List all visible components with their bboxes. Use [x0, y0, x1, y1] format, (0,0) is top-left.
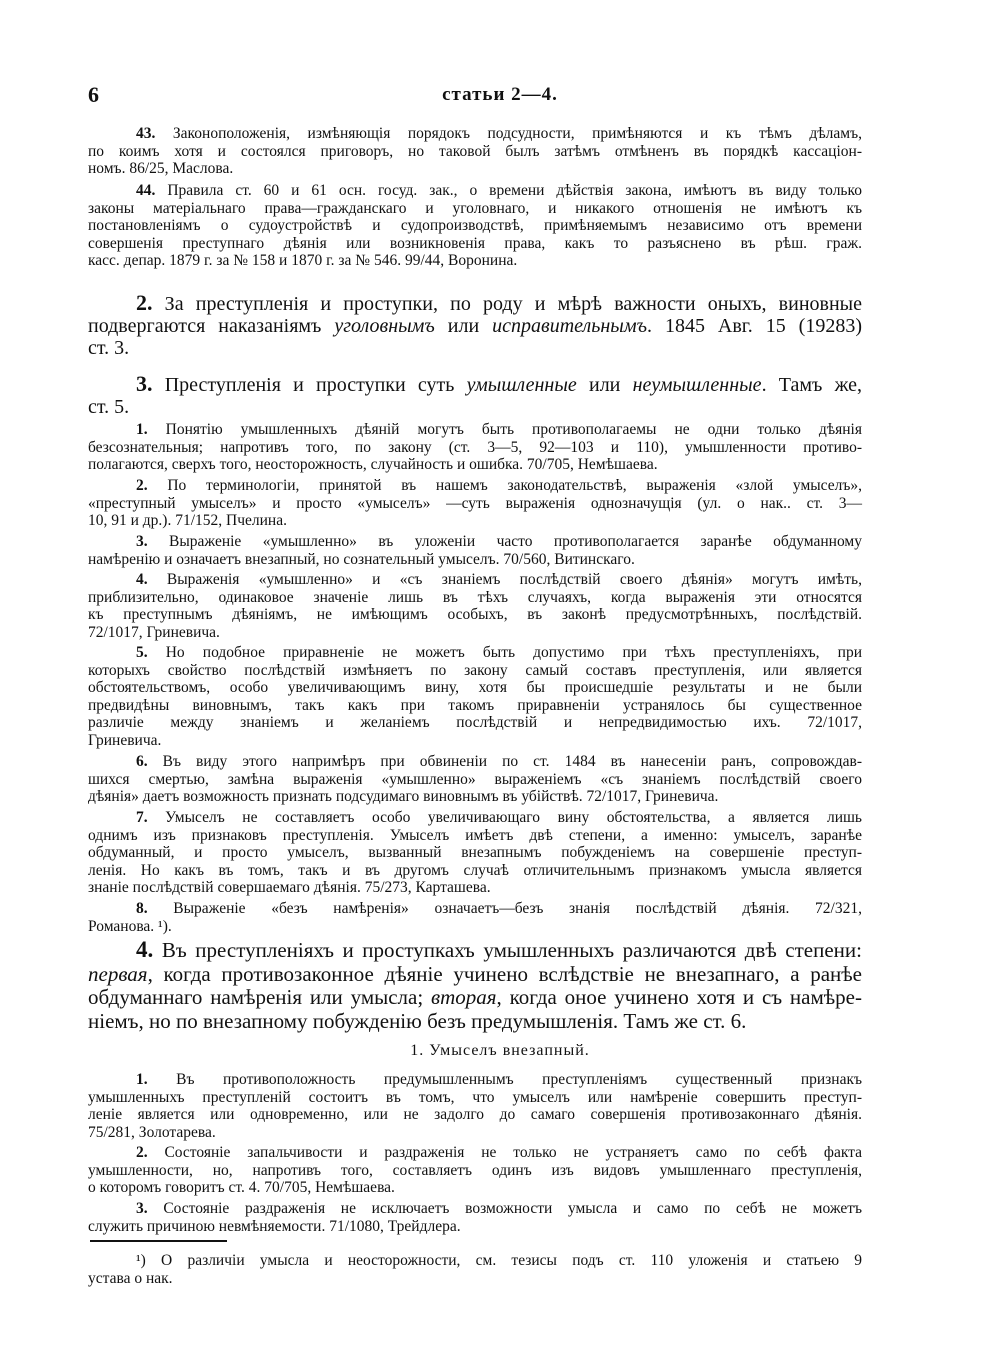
text-line: Романова. ¹). — [88, 917, 172, 935]
note-paragraph — [88, 900, 862, 935]
text-line: совершенія преступнаго дѣянія или возникновенія права, какъ то разъяснено въ рѣш. граж. — [88, 234, 862, 252]
article-paragraph — [88, 292, 862, 359]
running-title: статьи 2—4. — [442, 84, 558, 105]
note-paragraph — [88, 1200, 862, 1235]
text-line: 4. Въ преступленіяхъ и проступкахъ умышленныхъ различаются двѣ степени: — [136, 936, 862, 962]
text-line: 3. Состояніе раздраженія не исключаетъ возможности умысла и само по себѣ не можетъ — [136, 1200, 862, 1217]
italic-term: уголовнымъ — [334, 315, 435, 337]
text-line: 43. Законоположенія, измѣняющія порядокъ подсудности, примѣняются и къ тѣмъ дѣламъ, — [136, 125, 862, 142]
item-number: 2. — [136, 477, 148, 494]
text-line: 2. По терминологіи, принятой въ нашемъ законодательствѣ, выраженія «злой умыселъ», — [136, 477, 862, 494]
text-line: 8. Выраженіе «безъ намѣренія» означаетъ—безъ знанія послѣдствій дѣянія. 72/321, — [136, 900, 862, 917]
text-line: безсознательныя; напротивъ того, по закону (ст. 3—5, 92—103 и 110), умышленности противо- — [88, 438, 862, 456]
article-paragraph — [88, 373, 862, 418]
item-number: 4. — [136, 571, 148, 588]
note-paragraph — [88, 644, 862, 750]
note-paragraph — [88, 753, 862, 806]
text-line: знаніе послѣдствій совершаемаго дѣянія. 75/273, Карташева. — [88, 879, 491, 897]
note-paragraph — [88, 421, 862, 474]
text-line: 72/1017, Гриневича. — [88, 623, 220, 641]
item-number: 2. — [136, 290, 153, 315]
text-line: 1. Понятію умышленныхъ дѣяній могутъ быть противополагаемы не одни только дѣянія — [136, 421, 862, 438]
item-number: 43. — [136, 125, 156, 142]
text-line: предвидѣны виновнымъ, такъ какъ при такомъ приравненіи устранялось бы существенное — [88, 696, 862, 714]
text-line: 6. Въ виду этого напримѣръ при обвиненіи по ст. 1484 въ нанесеніи ранъ, сопровождав- — [136, 753, 862, 770]
section-subheading: 1. Умыселъ внезапный. — [410, 1042, 590, 1059]
item-number: 7. — [136, 809, 148, 826]
footnote — [88, 1252, 862, 1288]
text-line: намѣренію и означаетъ внезапный, но сознательный умыселъ. 70/560, Витинскаго. — [88, 550, 635, 568]
text-line: касс. депар. 1879 г. за № 158 и 1870 г. за № 546. 99/44, Воронина. — [88, 252, 518, 270]
note-paragraph — [88, 809, 862, 897]
item-number: 1. — [136, 1071, 148, 1088]
item-number: 4. — [136, 936, 154, 962]
text-line: «преступный умыселъ» и просто «умыселъ» —суть выраженія однозначущія (ул. о нак.. ст. 3— — [88, 494, 862, 512]
italic-term: неумышленные — [632, 374, 762, 396]
text-line: ніемъ, но по внезапному побужденію безъ предумышленія. Тамъ же ст. 6. — [88, 1008, 747, 1033]
text-line: дѣянія» даетъ возможность признать подсудимаго виновнымъ въ убійствѣ. 72/1017, Гриневича. — [88, 788, 719, 806]
italic-term: вторая — [430, 985, 497, 1009]
text-line: законы матеріальнаго права—гражданскаго и уголовнаго, и никакого отношенія не имѣютъ къ — [88, 199, 862, 217]
text-line: 44. Правила ст. 60 и 61 осн. госуд. зак., о времени дѣйствія закона, имѣютъ въ виду только — [136, 182, 862, 199]
item-number: 3. — [136, 533, 148, 550]
text-line: къ преступнымъ дѣяніямъ, не имѣющимъ особыхъ, въ законѣ предусмотрѣнныхъ, послѣдствій. — [88, 606, 862, 624]
text-line: обдуманнаго намѣренія или умысла; вторая, когда оное учинено хотя и съ намѣре- — [88, 985, 862, 1009]
note-paragraph — [88, 477, 862, 530]
italic-term: первая — [88, 961, 148, 986]
text-line: 75/281, Золотарева. — [88, 1123, 216, 1141]
text-line: номъ. 86/25, Маслова. — [88, 160, 234, 178]
italic-term: исправительнымъ — [492, 315, 647, 337]
note-paragraph — [88, 1071, 862, 1141]
note-paragraph — [88, 1144, 862, 1197]
text-line: обдуманный, и просто умыселъ, вызванный внезапнымъ побужденіемъ на совершеніе преступ- — [88, 844, 862, 862]
text-line: шихся смертью, замѣна выраженія «умышленно» выраженіемъ «съ знаніемъ послѣдствій своего — [88, 770, 862, 788]
text-line: ст. 5. — [88, 396, 130, 418]
text-line: которыхъ свойство послѣдствій измѣняетъ по закону самый составъ преступленія, или является — [88, 661, 862, 679]
footnote-rule — [90, 1240, 227, 1242]
text-line: приблизительно, одинаковое значеніе лишь въ тѣхъ случаяхъ, когда выраженія эти относятся — [88, 588, 862, 606]
text-line: 10, 91 и др.). 71/152, Пчелина. — [88, 512, 287, 530]
text-line: подвергаются наказаніямъ уголовнымъ или исправительнымъ. 1845 Авг. 15 (19283) — [88, 315, 863, 337]
text-line: различіе между знаніемъ и желаніемъ послѣдствій и непредвидимостью ихъ. 72/1017, — [88, 714, 862, 732]
footnote-line: ¹) О различіи умысла и неосторожности, см. тезисы подъ ст. 110 уложенія и статьею 9 — [136, 1252, 862, 1269]
text-line: первая, когда противозаконное дѣяніе учинено вслѣдствіе не внезапнаго, а ранѣе — [88, 961, 862, 986]
text-line: однимъ изъ признаковъ преступленія. Умыселъ имѣетъ двѣ степени, а именно: умыселъ, заранѣе — [88, 826, 862, 844]
item-number: 8. — [136, 900, 148, 917]
text-line: 3. Выраженіе «умышленно» въ уложеніи часто противополагается заранѣе обдуманному — [136, 533, 862, 550]
text-line: по коимъ хотя и состоялся приговоръ, но таковой былъ затѣмъ отмѣненъ въ порядкѣ кассаціон- — [88, 142, 862, 160]
text-line: 4. Выраженія «умышленно» и «съ знаніемъ послѣдствій своего дѣянія» могутъ имѣть, — [136, 571, 862, 588]
note-paragraph — [88, 533, 862, 568]
page-number: 6 — [88, 82, 99, 107]
text-line: 7. Умыселъ не составляетъ особо увеличивающаго вину обстоятельства, а является лишь — [136, 809, 862, 826]
text-line: служить причиною невмѣняемости. 71/1080, Трейдлера. — [88, 1217, 461, 1235]
item-number: 44. — [136, 182, 156, 199]
text-line: о которомъ говоритъ ст. 4. 70/705, Немѣшаева. — [88, 1179, 395, 1197]
text-line: 3. Преступленія и проступки суть умышленные или неумышленные. Тамъ же, — [136, 371, 863, 396]
italic-term: умышленные — [466, 374, 577, 396]
text-line: умышленныхъ преступленій состоитъ въ томъ, что умыселъ или намѣреніе совершить преступ- — [88, 1088, 862, 1106]
text-line: леніе является или одновременно, или не задолго до самаго совершенія противозаконнаго дѣянія. — [88, 1106, 862, 1124]
item-number: 3. — [136, 371, 153, 396]
text-line: полагаются, сверхъ того, неосторожность, случайность и ошибка. 70/705, Немѣшаева. — [88, 456, 658, 474]
text-line: 5. Но подобное приравненіе не можетъ быть допустимо при тѣхъ преступленіяхъ, при — [136, 644, 862, 661]
text-line: постановленіямъ о судоустройствѣ и судопроизводствѣ, примѣняемымъ независимо отъ времени — [88, 217, 862, 235]
text-line: обстоятельствомъ, особо увеличивающимъ вину, хотя бы происшедшіе результаты и не были — [88, 679, 862, 697]
text-line: 1. Въ противоположность предумышленнымъ преступленіямъ существенный признакъ — [136, 1071, 862, 1088]
item-number: 6. — [136, 753, 148, 770]
text-line: 2. Состояніе запальчивости и раздраженія не только не устраняетъ само по себѣ факта — [136, 1144, 862, 1161]
text-line: 2. За преступленія и проступки, по роду и мѣрѣ важности оныхъ, виновные — [136, 290, 862, 315]
item-number: 1. — [136, 421, 148, 438]
note-paragraph — [88, 125, 862, 178]
text-line: Гриневича. — [88, 731, 162, 749]
note-paragraph — [88, 182, 862, 270]
note-paragraph — [88, 571, 862, 641]
footnote-line: устава о нак. — [88, 1270, 173, 1287]
item-number: 3. — [136, 1200, 148, 1217]
item-number: 2. — [136, 1144, 148, 1161]
article-paragraph — [88, 938, 862, 1033]
text-line: ст. 3. — [88, 337, 130, 359]
text-line: умышленности, но, напротивъ того, составляетъ одинъ изъ видовъ умышленнаго преступленія, — [88, 1161, 862, 1179]
item-number: 5. — [136, 644, 148, 661]
text-line: ленія. Но какъ въ томъ, такъ и въ другомъ случаѣ отличительнымъ признакомъ умысла является — [88, 861, 862, 879]
